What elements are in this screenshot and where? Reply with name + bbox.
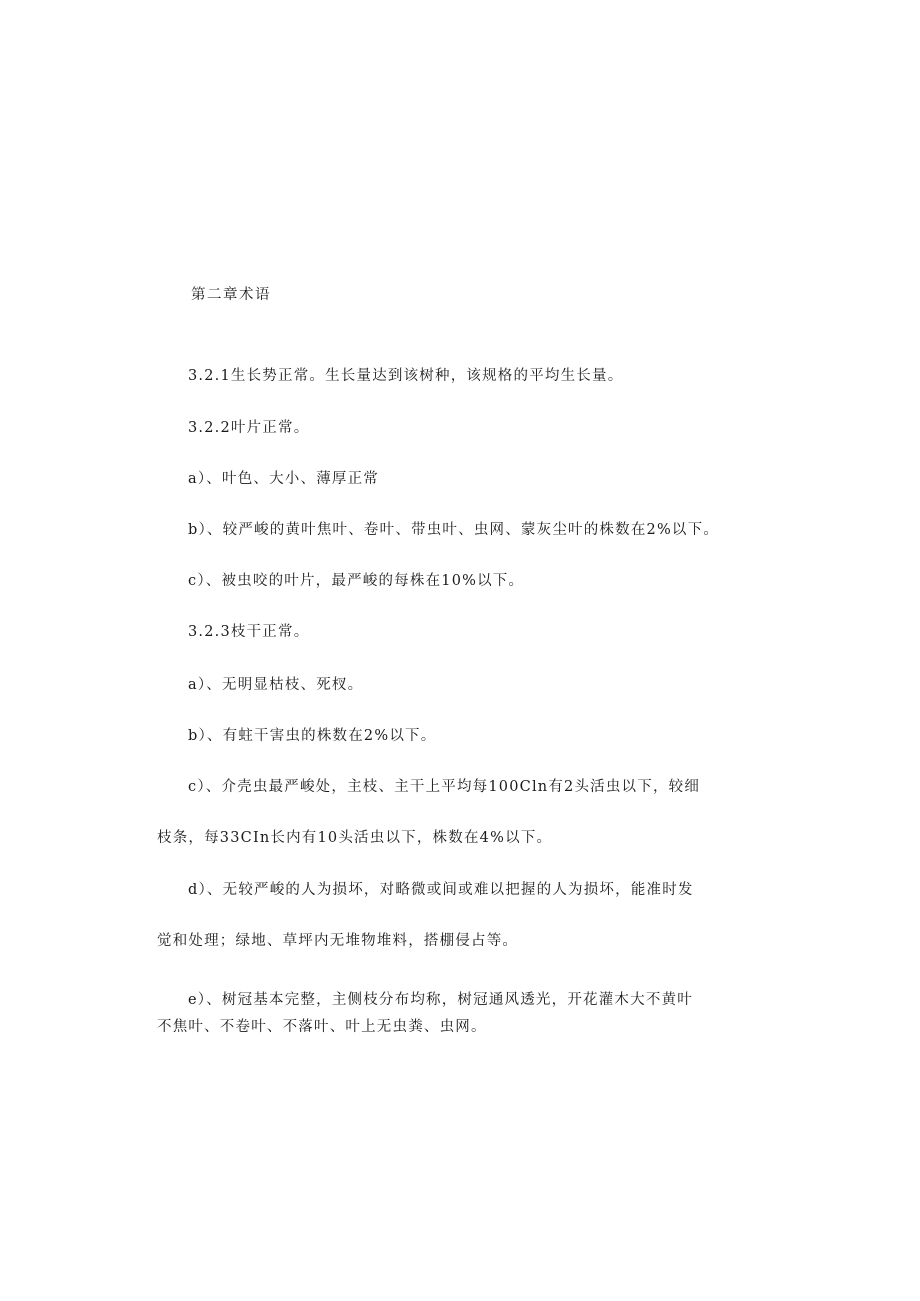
list-item-branch-e-line2: 不焦叶、不卷叶、不落叶、叶上无虫粪、虫网。	[157, 1019, 487, 1035]
list-item-branch-b: b）、有蛀干害虫的株数在2%以下。	[188, 728, 437, 744]
paragraph-3-2-3: 3.2.3枝干正常。	[188, 624, 310, 640]
list-item-leaf-c: c）、被虫咬的叶片，最严峻的每株在10%以下。	[188, 573, 525, 589]
list-item-leaf-a: a）、叶色、大小、薄厚正常	[188, 471, 379, 487]
list-item-branch-d-line2: 觉和处理；绿地、草坪内无堆物堆料，搭棚侵占等。	[157, 933, 519, 949]
list-item-branch-c-line2: 枝条，每33CIn长内有10头活虫以下，株数在4%以下。	[157, 830, 553, 846]
list-item-branch-e-line1: e）、树冠基本完整，主侧枝分布均称，树冠通风透光，开花灌木大不黄叶	[188, 992, 693, 1008]
list-item-branch-a: a）、无明显枯枝、死杈。	[188, 677, 364, 693]
list-item-leaf-b: b）、较严峻的黄叶焦叶、卷叶、带虫叶、虫网、蒙灰尘叶的株数在2%以下。	[188, 522, 720, 538]
list-item-branch-c-line1: c）、介壳虫最严峻处，主枝、主干上平均每100Cln有2头活虫以下，较细	[188, 779, 701, 795]
paragraph-3-2-1: 3.2.1生长势正常。生长量达到该树种，该规格的平均生长量。	[188, 368, 624, 384]
list-item-branch-d-line1: d）、无较严峻的人为损坏，对略微或间或难以把握的人为损坏，能准时发	[188, 882, 694, 898]
chapter-title: 第二章术语	[191, 287, 271, 303]
paragraph-3-2-2: 3.2.2叶片正常。	[188, 420, 310, 436]
